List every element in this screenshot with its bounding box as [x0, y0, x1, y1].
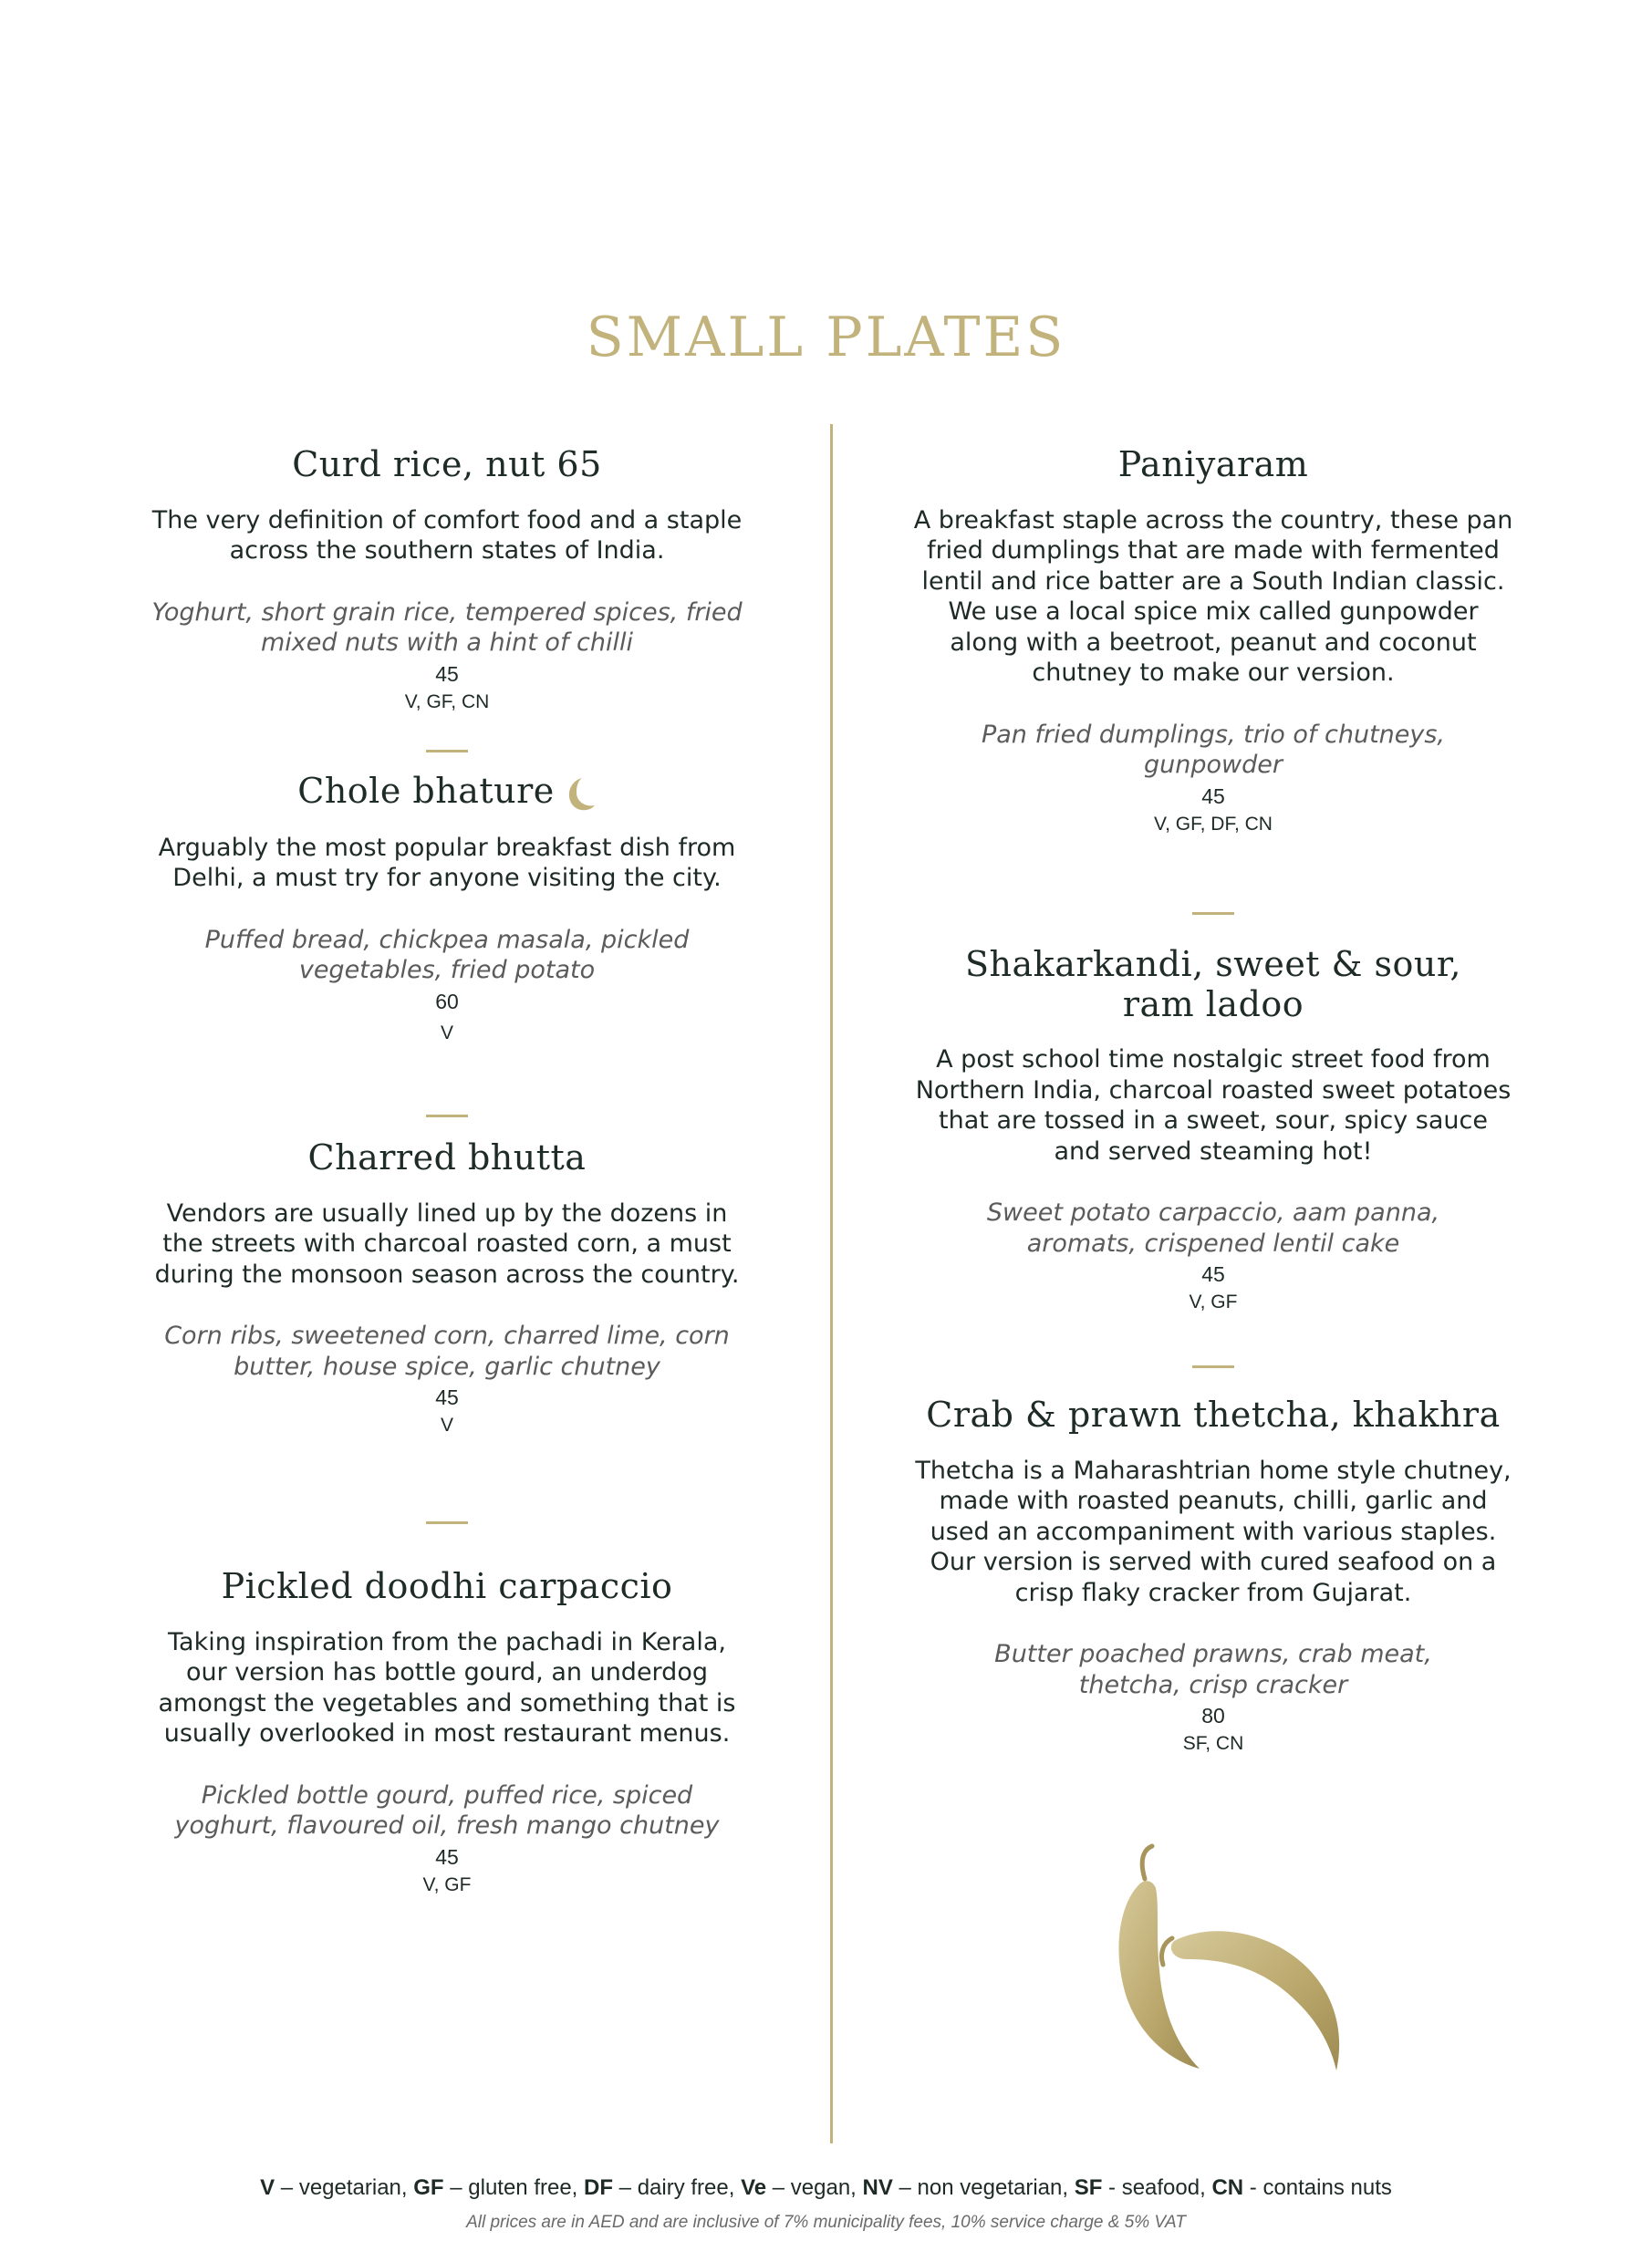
dish-price: 80 — [1201, 1704, 1225, 1728]
legend-code: DF — [584, 2175, 614, 2200]
dish-description: Arguably the most popular breakfast dish from Delhi, a must try for anyone visiting the city. — [158, 833, 736, 892]
dish-item — [912, 1396, 1514, 1758]
dish-name: Paniyaram — [1117, 444, 1309, 484]
dish-name: Chole bhature — [297, 771, 555, 811]
price-note: All prices are in AED and are inclusive of 7% municipality fees, 10% service charge & 5% VAT — [466, 2213, 1186, 2232]
dish-item — [146, 1567, 748, 1899]
legend-code: SF — [1074, 2175, 1103, 2200]
legend-text: – dairy free, — [613, 2175, 742, 2200]
legend-text: – non vegetarian, — [892, 2175, 1075, 2200]
dish-dietary-tags: V, GF, CN — [404, 690, 490, 712]
dish-separator — [426, 1521, 468, 1524]
dish-ingredients: Yoghurt, short grain rice, tempered spices, fried mixed nuts with a hint of chilli — [151, 597, 743, 658]
legend-code: GF — [413, 2175, 444, 2200]
dish-price: 60 — [435, 989, 459, 1013]
chilli-peppers-illustration — [1072, 1842, 1382, 2098]
dish-price: 45 — [435, 1385, 459, 1410]
dish-dietary-tags: V, GF, DF, CN — [1154, 813, 1273, 835]
dish-item — [146, 772, 748, 1047]
dish-name: Shakarkandi, sweet & sour, ram ladoo — [965, 944, 1461, 1024]
dish-dietary-tags: V, GF — [422, 1873, 472, 1895]
legend-text: - contains nuts — [1243, 2175, 1392, 2200]
legend-text: – vegetarian, — [275, 2175, 414, 2200]
dietary-legend — [0, 2175, 1652, 2201]
legend-code: NV — [862, 2175, 893, 2200]
dish-ingredients: Sweet potato carpaccio, aam panna, aromats, crispened lentil cake — [986, 1198, 1440, 1258]
dish-price: 45 — [435, 661, 459, 686]
dish-separator — [426, 750, 468, 752]
dish-dietary-tags: SF, CN — [1182, 1733, 1244, 1755]
dish-description: A breakfast staple across the country, these pan fried dumplings that are made with fermented lentil and rice batter are a South Indian classic. We use a local spice mix called gunpowder along with a beetroot, peanut and coconut chutney to make our version. — [913, 505, 1513, 688]
dish-description: Thetcha is a Maharashtrian home style chutney, made with roasted peanuts, chilli, garlic and used an accompaniment with various staples. Our version is served with cured seafood on a crisp flaky cracker from Gujarat. — [915, 1456, 1512, 1607]
dish-separator — [1192, 1365, 1234, 1368]
page-title: SMALL PLATES — [586, 306, 1066, 369]
dish-item — [912, 945, 1514, 1316]
dish-price: 45 — [435, 1844, 459, 1869]
dish-name: Crab & prawn thetcha, khakhra — [926, 1395, 1501, 1435]
dish-name-row — [146, 772, 748, 813]
dish-ingredients: Puffed bread, chickpea masala, pickled vegetables, fried potato — [204, 925, 690, 984]
crescent-moon-icon — [562, 776, 597, 813]
column-divider — [830, 424, 833, 2143]
dish-description: A post school time nostalgic street food from Northern India, charcoal roasted sweet potatoes that are tossed in a sweet, sour, spicy sauce and served steaming hot! — [915, 1045, 1512, 1166]
dish-dietary-tags: V — [440, 1415, 453, 1437]
dish-separator — [1192, 912, 1234, 915]
dish-dietary-tags: V — [440, 1022, 453, 1043]
dish-name: Pickled doodhi carpaccio — [221, 1566, 673, 1606]
legend-code: V — [260, 2175, 275, 2200]
dish-price: 45 — [1201, 783, 1225, 808]
dish-name: Curd rice, nut 65 — [292, 444, 602, 484]
dish-ingredients: Pickled bottle gourd, puffed rice, spiced yoghurt, flavoured oil, fresh mango chutney — [174, 1780, 720, 1841]
dish-description: The very definition of comfort food and a staple across the southern states of India. — [151, 505, 743, 566]
dish-name: Charred bhutta — [307, 1137, 587, 1178]
dish-item — [146, 445, 748, 716]
legend-text: – gluten free, — [443, 2175, 585, 2200]
legend-code: CN — [1211, 2175, 1244, 2200]
dish-ingredients: Butter poached prawns, crab meat, thetcha, crisp cracker — [994, 1640, 1432, 1699]
legend-text: – vegan, — [766, 2175, 863, 2200]
legend-text: - seafood, — [1102, 2175, 1212, 2200]
dish-item — [146, 1138, 748, 1439]
dish-description: Vendors are usually lined up by the dozens in the streets with charcoal roasted corn, a must during the monsoon season across the country. — [154, 1198, 740, 1289]
dish-description: Taking inspiration from the pachadi in Kerala, our version has bottle gourd, an underdog amongst the vegetables and something that is usually overlooked in most restaurant menus. — [158, 1627, 736, 1748]
dish-separator — [426, 1115, 468, 1117]
dish-item — [912, 445, 1514, 838]
dish-price: 45 — [1201, 1262, 1225, 1287]
dish-ingredients: Pan fried dumplings, trio of chutneys, gunpowder — [981, 720, 1446, 780]
legend-code: Ve — [741, 2175, 767, 2200]
dish-ingredients: Corn ribs, sweetened corn, charred lime, corn butter, house spice, garlic chutney — [164, 1322, 730, 1381]
dish-dietary-tags: V, GF — [1189, 1292, 1238, 1313]
